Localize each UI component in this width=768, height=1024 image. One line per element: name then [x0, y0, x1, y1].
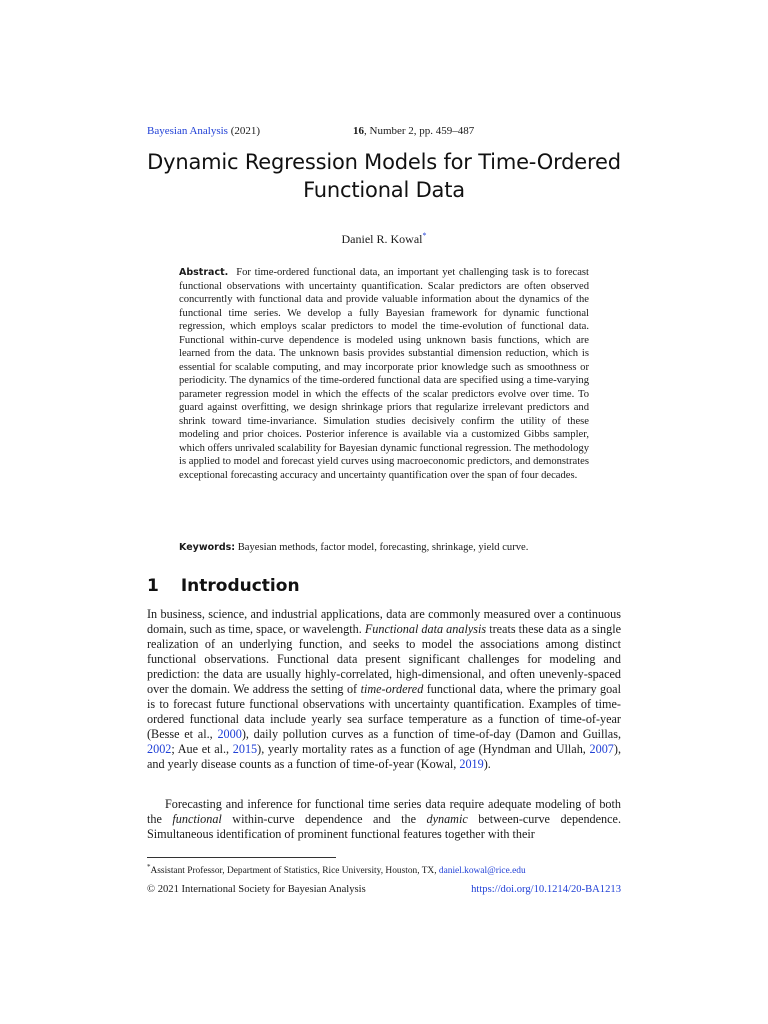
author-name: Daniel R. Kowal — [341, 232, 423, 246]
text-run: ), yearly mortality rates as a function of age (Hyndman and Ullah, — [257, 742, 590, 756]
text-run: ; Aue et al., — [171, 742, 233, 756]
journal-info — [147, 125, 260, 137]
citation-link[interactable]: 2007 — [589, 742, 614, 756]
abstract — [179, 266, 589, 482]
volume-pages: , Number 2, pp. 459–487 — [364, 125, 475, 137]
intro-paragraph-1 — [147, 607, 621, 772]
section-title: Introduction — [180, 576, 300, 596]
title-line-1: Dynamic Regression Models for Time-Ordered — [147, 150, 621, 174]
emphasis-text: Functional data analysis — [364, 622, 487, 636]
text-run: ), and yearly disease counts as a function of time-of-year (Kowal, — [147, 742, 621, 771]
text-run: Forecasting and inference for functional time series data require adequate modeling of both the — [147, 797, 621, 826]
volume-info — [353, 125, 474, 137]
abstract-label: Abstract. — [179, 267, 229, 278]
keywords — [179, 542, 589, 553]
citation-link[interactable]: 2015 — [232, 742, 258, 756]
emphasis-text: time-ordered — [360, 682, 424, 696]
citation-link[interactable]: 2000 — [217, 727, 242, 741]
copyright-text: © 2021 International Society for Bayesian Analysis — [147, 884, 366, 895]
author-line — [0, 231, 768, 247]
title-line-2: Functional Data — [303, 178, 465, 202]
footnote-mark: * — [147, 863, 151, 871]
text-run: functional data, where the primary goal is to forecast future functional observations with uncertainty quantification. Examples of time-ordered functional data include yearly sea surface temperature as a function of time-of-year (Besse et al., — [147, 682, 621, 741]
author-footnote-mark[interactable]: * — [422, 231, 427, 240]
abstract-text: For time-ordered functional data, an important yet challenging task is to forecast functional observations with uncertainty quantification. Scalar predictors are often observed concurrently with functional data and provide valuable information about the dynamics of the functional time series. We develop a fully Bayesian framework for dynamic functional regression, which employs scalar predictors to model the time-evolution of functional data. Functional within-curve dependence is modeled using unknown basis functions, which are learned from the data. The unknown basis provides substantial dimension reduction, which is essential for scalable computing, and may incorporate prior knowledge such as smoothness or periodicity. The dynamics of the time-ordered functional data are specified using a time-varying parameter regression model in which the effects of the scalar predictors evolve over time. To guard against overfitting, we design shrinkage priors that regularize irrelevant predictors and shrink toward time-invariance. Simulation studies decisively confirm the utility of these modeling and prior choices. Posterior inference is available via a customized Gibbs sampler, which offers unrivaled scalability for Bayesian dynamic functional regression. The methodology is applied to model and forecast yield curves using macroeconomic predictors, and demonstrates exceptional forecasting accuracy and uncertainty quantification over the span of four decades. — [179, 267, 589, 481]
paper-title — [100, 148, 668, 204]
text-run: In business, science, and industrial applications, data are commonly measured over a continuous domain, such as time, space, or wavelength. — [147, 607, 621, 636]
text-run: within-curve dependence and the — [221, 812, 427, 826]
author-email-link[interactable]: daniel.kowal@rice.edu — [438, 866, 526, 877]
text-run: between-curve dependence. Simultaneous identification of prominent functional features together with their — [147, 812, 622, 841]
journal-link[interactable]: Bayesian Analysis — [147, 125, 228, 137]
journal-year: (2021) — [230, 125, 261, 137]
keywords-text: Bayesian methods, factor model, forecasting, shrinkage, yield curve. — [237, 542, 529, 553]
citation-link[interactable]: 2002 — [147, 742, 172, 756]
keywords-label: Keywords: — [179, 542, 236, 553]
text-run: ), daily pollution curves as a function of time-of-day (Damon and Guillas, — [241, 727, 621, 741]
text-run: treats these data as a single realization of an underlying function, and seeks to model the associations among distinct functional observations. Functional data present significant challenges for modeling and prediction: the data are usually highly-correlated, high-dimensional, and often unevenly-spaced over the domain. We address the setting of — [147, 622, 622, 696]
emphasis-text: functional — [172, 812, 222, 826]
emphasis-text: dynamic — [426, 812, 468, 826]
intro-paragraph-2 — [147, 797, 621, 842]
citation-link[interactable]: 2019 — [459, 757, 484, 771]
doi-link[interactable]: https://doi.org/10.1214/20-BA1213 — [471, 884, 621, 895]
section-number: 1 — [147, 576, 159, 596]
volume-number: 16 — [353, 125, 364, 137]
footnote-divider — [147, 857, 336, 858]
footnote-text: Assistant Professor, Department of Statistics, Rice University, Houston, TX, — [150, 866, 439, 877]
section-heading — [147, 576, 300, 596]
footnote — [147, 863, 627, 876]
text-run: ). — [483, 757, 491, 771]
